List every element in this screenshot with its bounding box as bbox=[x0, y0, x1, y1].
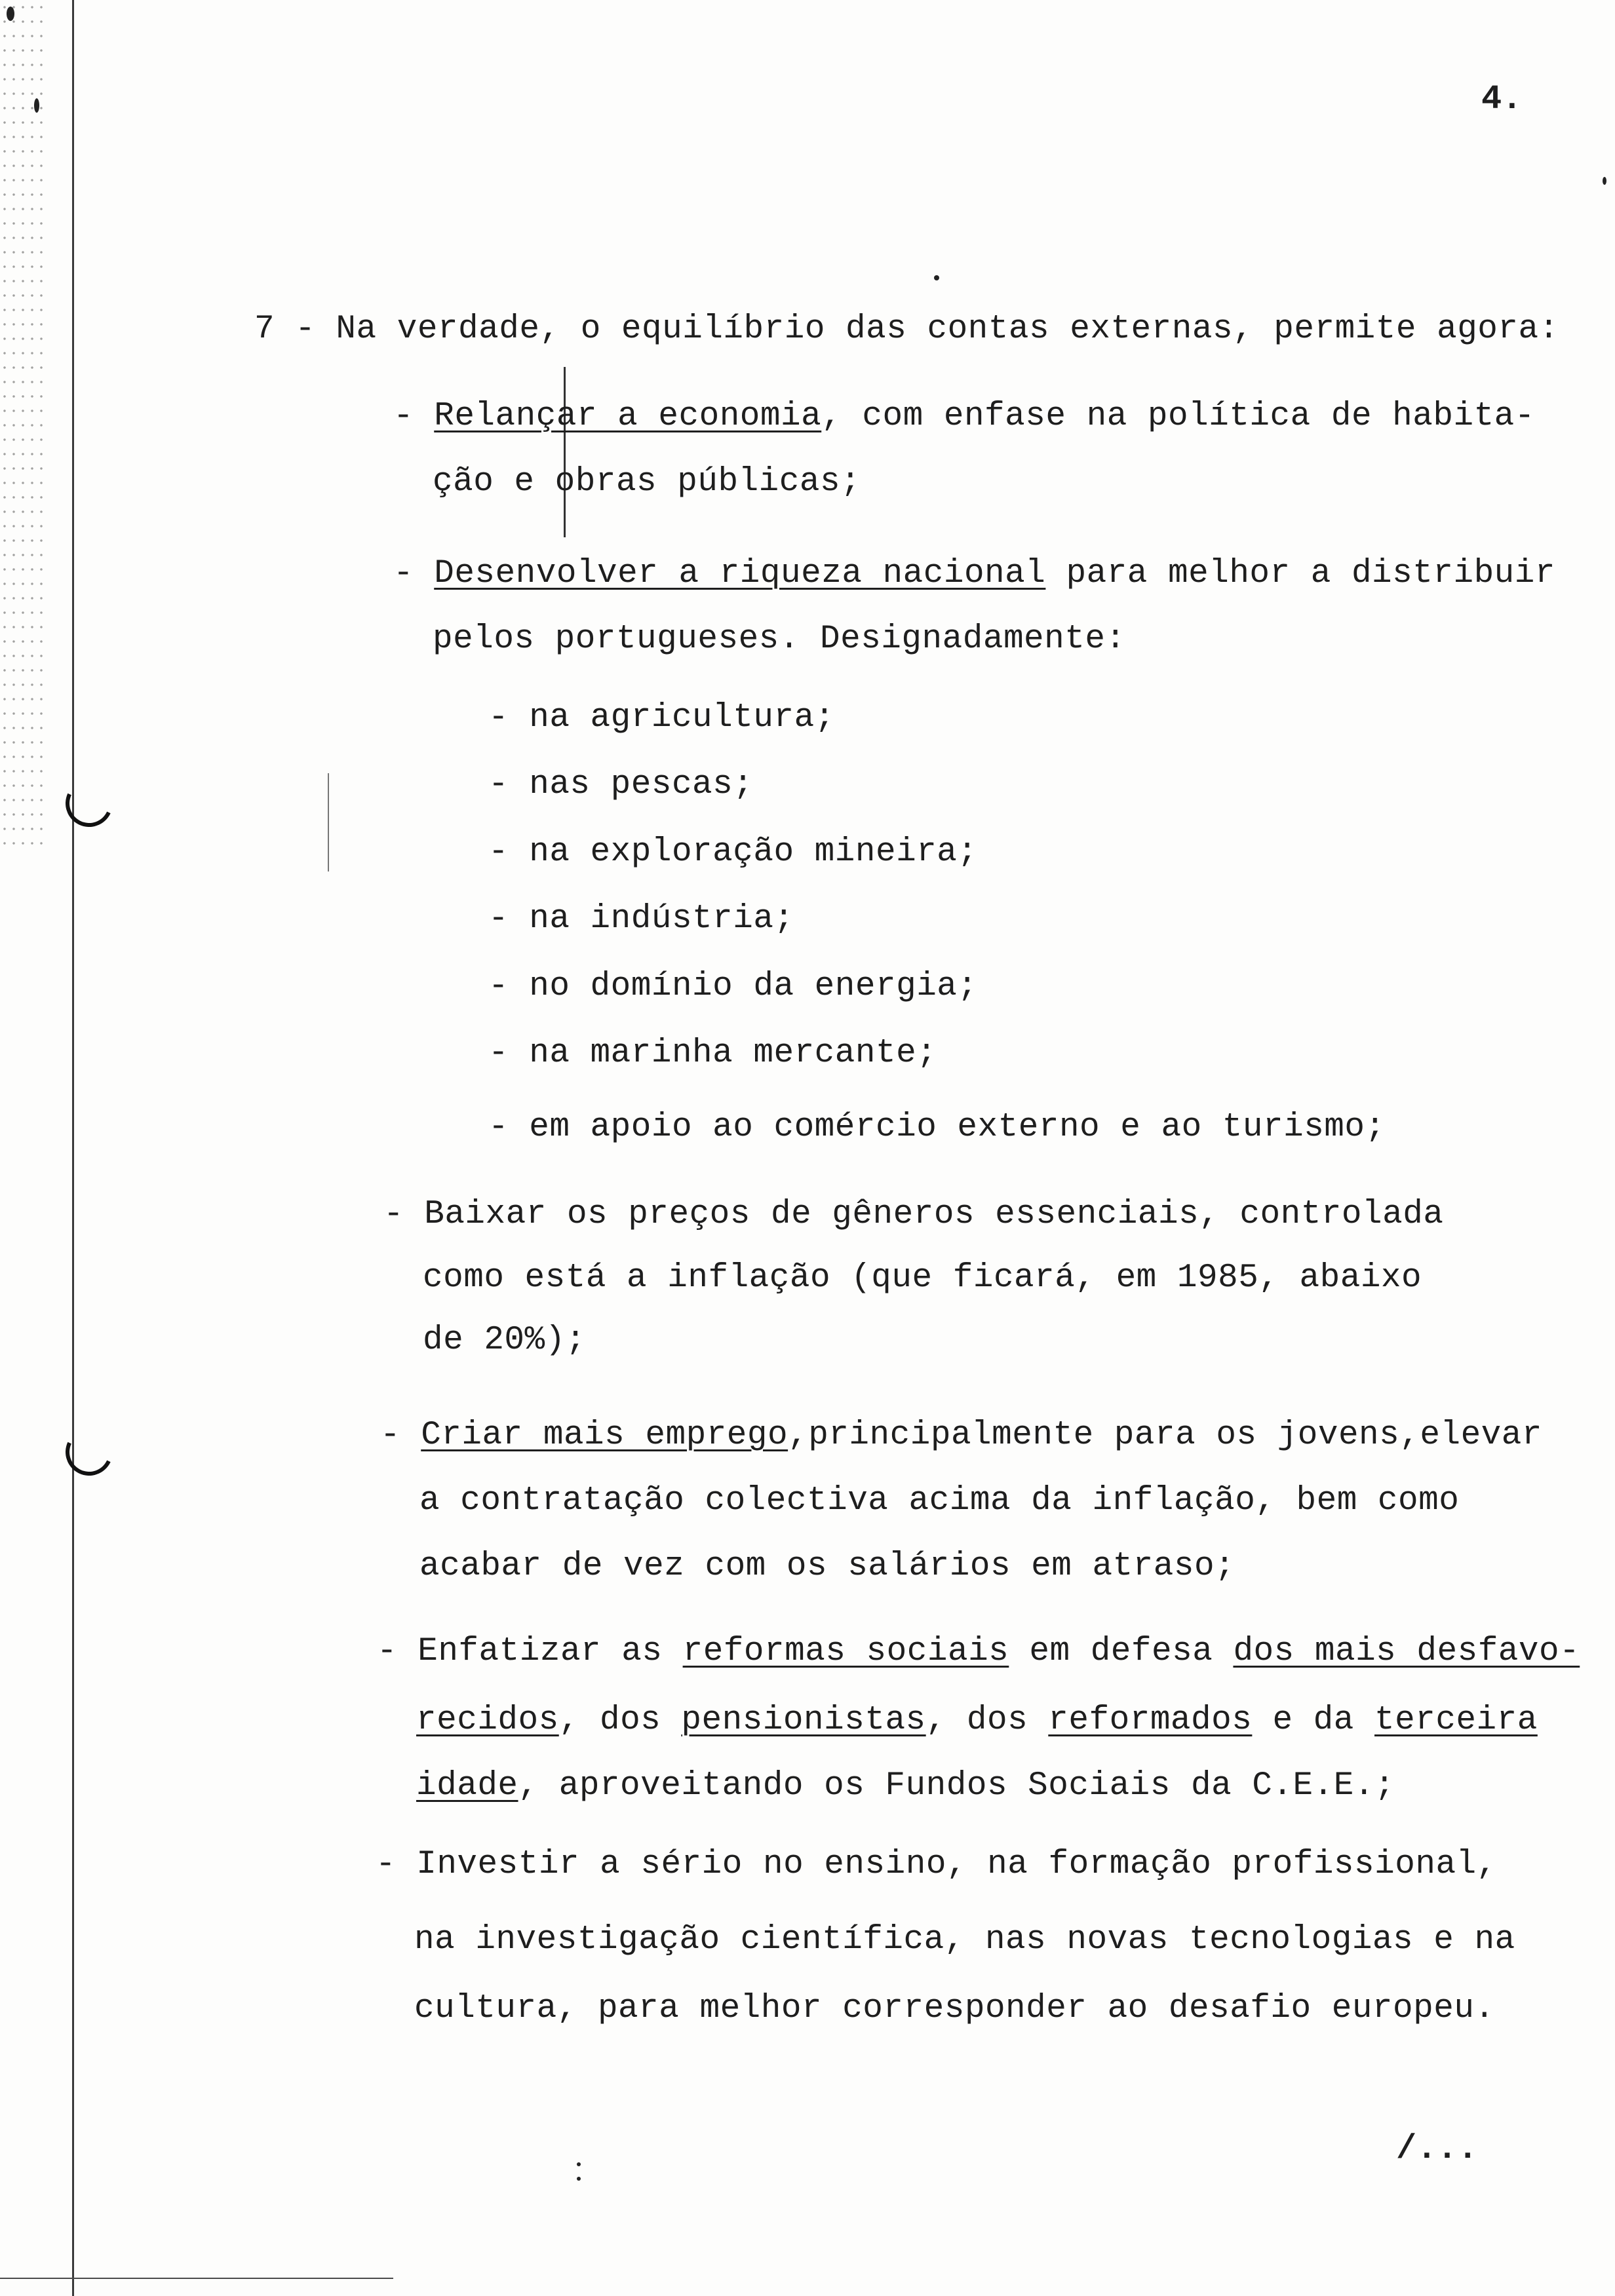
sector-item: - no domínio da energia; bbox=[488, 968, 978, 1005]
page-number: 4. bbox=[1481, 80, 1523, 119]
sector-item: - na indústria; bbox=[488, 900, 794, 938]
point-2-line-2: pelos portugueses. Designadamente: bbox=[433, 621, 1126, 658]
point-5-text: , dos bbox=[558, 1702, 682, 1739]
point-5-underlined: pensionistas bbox=[681, 1702, 926, 1739]
point-5-line-3 bbox=[416, 1766, 1395, 1807]
pen-stroke-margin bbox=[564, 367, 566, 537]
item-number: 7 bbox=[254, 311, 275, 348]
scan-edge-noise bbox=[0, 0, 46, 852]
scan-speck bbox=[7, 7, 14, 21]
point-3-line-3: de 20%); bbox=[423, 1322, 586, 1359]
sector-item: - na agricultura; bbox=[488, 699, 835, 737]
point-5-underlined: recidos bbox=[416, 1702, 559, 1739]
point-1-line-1: - Relançar a economia, com enfase na política de habita- bbox=[393, 398, 1535, 435]
point-4-line-1: - Criar mais emprego,principalmente para os jovens,elevar bbox=[380, 1417, 1542, 1454]
item-7-intro bbox=[254, 309, 1559, 350]
point-3-line-2: como está a inflação (que ficará, em 1985, abaixo bbox=[423, 1259, 1422, 1297]
page-bottom-edge bbox=[0, 2278, 393, 2279]
binding-margin-line bbox=[72, 0, 74, 2296]
point-5-line-1: - Enfatizar as reformas sociais em defesa dos mais desfavo- bbox=[377, 1633, 1580, 1670]
point-5-text: Enfatizar as bbox=[418, 1633, 683, 1670]
punch-hole-mark-top bbox=[59, 773, 119, 833]
sector-item: - em apoio ao comércio externo e ao turismo; bbox=[488, 1109, 1386, 1146]
point-6-line-3: cultura, para melhor corresponder ao desafio europeu. bbox=[414, 1990, 1495, 2027]
point-2-text: para melhor a distribuir bbox=[1045, 555, 1555, 592]
point-1-line-2: ção e obras públicas; bbox=[433, 463, 861, 501]
point-3-line-1: - Baixar os preços de gêneros essenciais, controlada bbox=[383, 1196, 1444, 1233]
faint-margin-stroke bbox=[328, 773, 329, 871]
point-5-underlined: idade bbox=[416, 1767, 518, 1805]
sector-item: - na marinha mercante; bbox=[488, 1035, 937, 1072]
scan-speck bbox=[1603, 177, 1606, 185]
scan-speck bbox=[34, 98, 39, 113]
point-4-line-3: acabar de vez com os salários em atraso; bbox=[419, 1548, 1236, 1585]
point-6-line-1: - Investir a sério no ensino, na formação profissional, bbox=[376, 1846, 1497, 1883]
scan-speck bbox=[577, 2162, 581, 2166]
point-5-text: e da bbox=[1252, 1702, 1374, 1739]
scan-speck bbox=[577, 2177, 581, 2181]
point-4-line-2: a contratação colectiva acima da inflação, bem como bbox=[419, 1482, 1460, 1520]
item-intro-text: - Na verdade, o equilíbrio das contas externas, permite agora: bbox=[295, 311, 1559, 348]
point-5-underlined: reformados bbox=[1048, 1702, 1253, 1739]
point-5-text: em defesa bbox=[1009, 1633, 1234, 1670]
point-5-underlined: reformas sociais bbox=[682, 1633, 1009, 1670]
punch-hole-mark-bottom bbox=[59, 1422, 119, 1482]
point-5-underlined: terceira bbox=[1374, 1702, 1538, 1739]
sector-item: - na exploração mineira; bbox=[488, 833, 978, 871]
point-4-heading: Criar mais emprego bbox=[421, 1417, 788, 1454]
point-6-line-2: na investigação científica, nas novas tecnologias e na bbox=[414, 1921, 1515, 1959]
point-5-underlined: dos mais desfavo- bbox=[1233, 1633, 1580, 1670]
point-4-text: ,principalmente para os jovens,elevar bbox=[788, 1417, 1542, 1454]
continuation-mark: /... bbox=[1396, 2130, 1478, 2168]
sector-item: - nas pescas; bbox=[488, 766, 754, 803]
point-5-text: , dos bbox=[925, 1702, 1049, 1739]
point-2-heading: Desenvolver a riqueza nacional bbox=[434, 555, 1046, 592]
point-5-line-2 bbox=[416, 1700, 1538, 1741]
point-1-text: , com enfase na política de habita- bbox=[821, 398, 1535, 435]
point-1-heading: Relançar a economia bbox=[434, 398, 822, 435]
point-5-text: , aproveitando os Fundos Sociais da C.E.E.; bbox=[518, 1767, 1395, 1805]
scan-speck bbox=[934, 275, 939, 280]
point-2-line-1: - Desenvolver a riqueza nacional para melhor a distribuir bbox=[393, 555, 1555, 592]
